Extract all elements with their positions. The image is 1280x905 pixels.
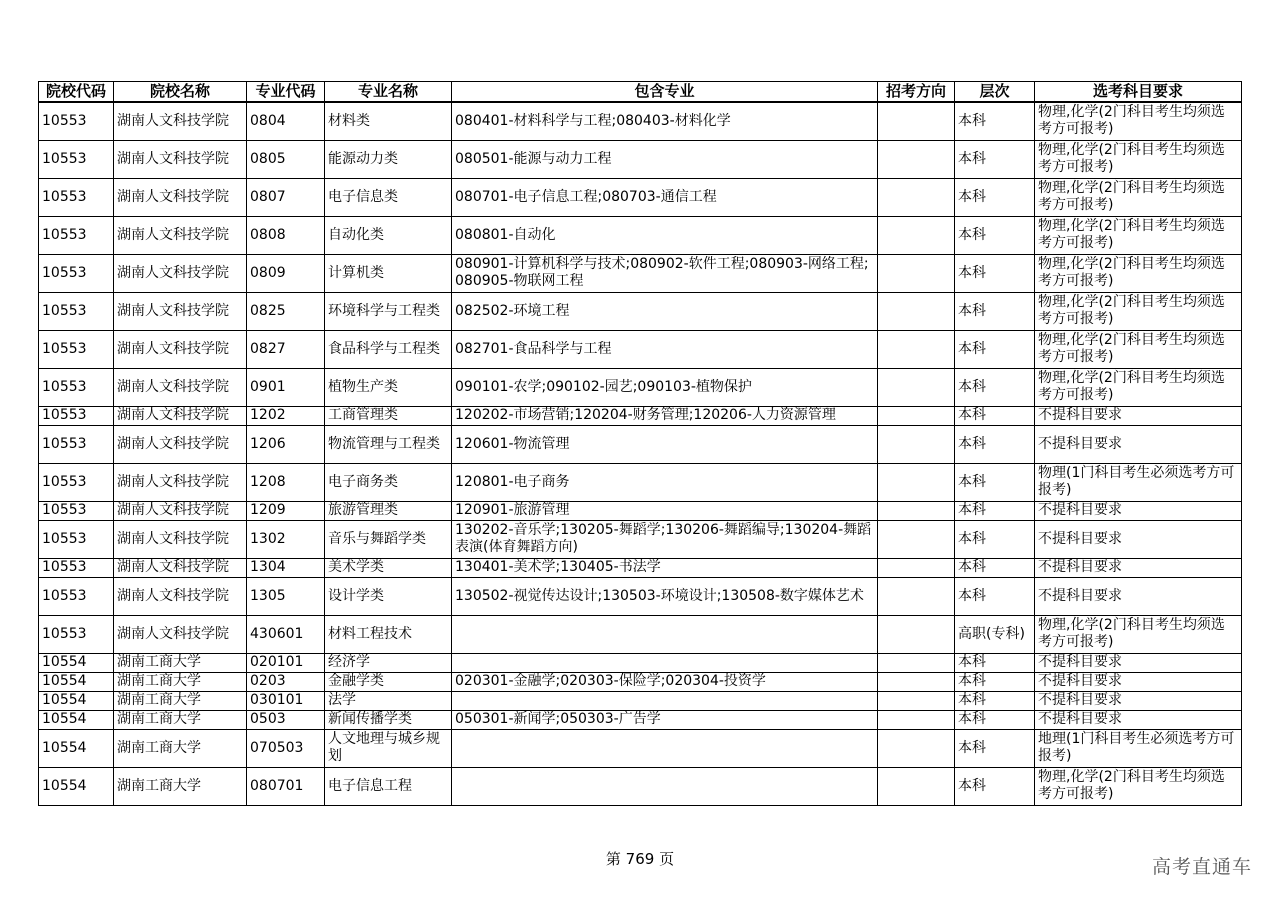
level-cell: 本科 (955, 102, 1035, 140)
school-name-cell: 湖南人文科技学院 (114, 425, 247, 463)
major-code-cell: 1304 (247, 558, 325, 577)
header-school-name: 院校名称 (114, 82, 247, 103)
included-majors-cell: 120202-市场营销;120204-财务管理;120206-人力资源管理 (452, 406, 878, 425)
level-cell: 本科 (955, 216, 1035, 254)
school-code-cell: 10553 (39, 216, 114, 254)
direction-cell (878, 292, 955, 330)
major-name-cell: 美术学类 (325, 558, 452, 577)
level-cell: 本科 (955, 425, 1035, 463)
major-name-cell: 自动化类 (325, 216, 452, 254)
table-header (39, 82, 1242, 103)
included-majors-cell: 050301-新闻学;050303-广告学 (452, 710, 878, 729)
table-row (39, 254, 1242, 292)
direction-cell (878, 653, 955, 672)
level-cell: 本科 (955, 254, 1035, 292)
subject-requirement-cell: 不提科目要求 (1035, 672, 1242, 691)
major-code-cell: 030101 (247, 691, 325, 710)
table-row (39, 292, 1242, 330)
table-row (39, 729, 1242, 767)
direction-cell (878, 140, 955, 178)
subject-requirement-cell: 不提科目要求 (1035, 577, 1242, 615)
major-name-cell: 食品科学与工程类 (325, 330, 452, 368)
school-name-cell: 湖南工商大学 (114, 691, 247, 710)
subject-requirement-cell: 物理,化学(2门科目考生均须选考方可报考) (1035, 368, 1242, 406)
page-number: 第 769 页 (605, 850, 675, 868)
major-code-cell: 430601 (247, 615, 325, 653)
included-majors-cell: 082502-环境工程 (452, 292, 878, 330)
level-cell: 本科 (955, 140, 1035, 178)
direction-cell (878, 710, 955, 729)
school-name-cell: 湖南人文科技学院 (114, 520, 247, 558)
subject-requirement-cell: 物理,化学(2门科目考生均须选考方可报考) (1035, 140, 1242, 178)
school-name-cell: 湖南工商大学 (114, 767, 247, 805)
level-cell: 本科 (955, 577, 1035, 615)
school-name-cell: 湖南人文科技学院 (114, 368, 247, 406)
level-cell: 本科 (955, 292, 1035, 330)
major-name-cell: 物流管理与工程类 (325, 425, 452, 463)
direction-cell (878, 558, 955, 577)
major-code-cell: 0807 (247, 178, 325, 216)
header-major-name: 专业名称 (325, 82, 452, 103)
major-code-cell: 0503 (247, 710, 325, 729)
school-name-cell: 湖南工商大学 (114, 710, 247, 729)
major-name-cell: 电子信息工程 (325, 767, 452, 805)
level-cell: 本科 (955, 729, 1035, 767)
direction-cell (878, 577, 955, 615)
level-cell: 本科 (955, 520, 1035, 558)
table-row (39, 102, 1242, 140)
header-direction: 招考方向 (878, 82, 955, 103)
school-code-cell: 10554 (39, 767, 114, 805)
table-row (39, 425, 1242, 463)
level-cell: 本科 (955, 406, 1035, 425)
level-cell: 本科 (955, 501, 1035, 520)
level-cell: 本科 (955, 767, 1035, 805)
level-cell: 本科 (955, 710, 1035, 729)
major-code-cell: 1209 (247, 501, 325, 520)
included-majors-cell (452, 691, 878, 710)
included-majors-cell: 080801-自动化 (452, 216, 878, 254)
major-code-cell: 070503 (247, 729, 325, 767)
major-name-cell: 环境科学与工程类 (325, 292, 452, 330)
direction-cell (878, 102, 955, 140)
major-code-cell: 0805 (247, 140, 325, 178)
subject-requirement-cell: 物理,化学(2门科目考生均须选考方可报考) (1035, 615, 1242, 653)
level-cell: 本科 (955, 368, 1035, 406)
major-name-cell: 电子商务类 (325, 463, 452, 501)
school-code-cell: 10553 (39, 254, 114, 292)
school-code-cell: 10553 (39, 368, 114, 406)
major-name-cell: 工商管理类 (325, 406, 452, 425)
included-majors-cell: 120601-物流管理 (452, 425, 878, 463)
major-name-cell: 设计学类 (325, 577, 452, 615)
table-row (39, 178, 1242, 216)
major-name-cell: 电子信息类 (325, 178, 452, 216)
school-code-cell: 10554 (39, 672, 114, 691)
major-code-cell: 0901 (247, 368, 325, 406)
major-code-cell: 1202 (247, 406, 325, 425)
table-body (39, 102, 1242, 805)
school-code-cell: 10553 (39, 558, 114, 577)
school-name-cell: 湖南人文科技学院 (114, 615, 247, 653)
admission-table (38, 81, 1242, 806)
direction-cell (878, 520, 955, 558)
table-row (39, 653, 1242, 672)
table-row (39, 672, 1242, 691)
direction-cell (878, 216, 955, 254)
table-row (39, 463, 1242, 501)
school-code-cell: 10553 (39, 406, 114, 425)
direction-cell (878, 767, 955, 805)
major-code-cell: 0804 (247, 102, 325, 140)
school-code-cell: 10553 (39, 615, 114, 653)
included-majors-cell (452, 653, 878, 672)
included-majors-cell: 082701-食品科学与工程 (452, 330, 878, 368)
school-name-cell: 湖南工商大学 (114, 729, 247, 767)
school-name-cell: 湖南人文科技学院 (114, 463, 247, 501)
subject-requirement-cell: 物理,化学(2门科目考生均须选考方可报考) (1035, 330, 1242, 368)
header-major-code: 专业代码 (247, 82, 325, 103)
included-majors-cell (452, 729, 878, 767)
included-majors-cell: 130502-视觉传达设计;130503-环境设计;130508-数字媒体艺术 (452, 577, 878, 615)
included-majors-cell: 080501-能源与动力工程 (452, 140, 878, 178)
direction-cell (878, 425, 955, 463)
table-row (39, 406, 1242, 425)
subject-requirement-cell: 不提科目要求 (1035, 501, 1242, 520)
included-majors-cell: 120901-旅游管理 (452, 501, 878, 520)
school-code-cell: 10554 (39, 729, 114, 767)
school-code-cell: 10553 (39, 425, 114, 463)
subject-requirement-cell: 地理(1门科目考生必须选考方可报考) (1035, 729, 1242, 767)
school-code-cell: 10553 (39, 520, 114, 558)
level-cell: 本科 (955, 558, 1035, 577)
table-row (39, 710, 1242, 729)
major-name-cell: 计算机类 (325, 254, 452, 292)
included-majors-cell: 130401-美术学;130405-书法学 (452, 558, 878, 577)
subject-requirement-cell: 物理,化学(2门科目考生均须选考方可报考) (1035, 216, 1242, 254)
school-name-cell: 湖南人文科技学院 (114, 501, 247, 520)
school-code-cell: 10553 (39, 102, 114, 140)
direction-cell (878, 254, 955, 292)
school-code-cell: 10553 (39, 577, 114, 615)
subject-requirement-cell: 不提科目要求 (1035, 710, 1242, 729)
major-code-cell: 1305 (247, 577, 325, 615)
direction-cell (878, 330, 955, 368)
school-name-cell: 湖南人文科技学院 (114, 577, 247, 615)
school-name-cell: 湖南工商大学 (114, 653, 247, 672)
subject-requirement-cell: 不提科目要求 (1035, 558, 1242, 577)
subject-requirement-cell: 物理(1门科目考生必须选考方可报考) (1035, 463, 1242, 501)
subject-requirement-cell: 不提科目要求 (1035, 520, 1242, 558)
school-code-cell: 10554 (39, 691, 114, 710)
subject-requirement-cell: 物理,化学(2门科目考生均须选考方可报考) (1035, 254, 1242, 292)
major-code-cell: 0827 (247, 330, 325, 368)
included-majors-cell (452, 767, 878, 805)
included-majors-cell (452, 615, 878, 653)
header-school-code: 院校代码 (39, 82, 114, 103)
table-row (39, 330, 1242, 368)
included-majors-cell: 020301-金融学;020303-保险学;020304-投资学 (452, 672, 878, 691)
header-subject-requirement: 选考科目要求 (1035, 82, 1242, 103)
direction-cell (878, 672, 955, 691)
subject-requirement-cell: 物理,化学(2门科目考生均须选考方可报考) (1035, 292, 1242, 330)
subject-requirement-cell: 物理,化学(2门科目考生均须选考方可报考) (1035, 102, 1242, 140)
direction-cell (878, 501, 955, 520)
table-row (39, 216, 1242, 254)
major-code-cell: 1302 (247, 520, 325, 558)
table-row (39, 520, 1242, 558)
table-row (39, 691, 1242, 710)
school-code-cell: 10553 (39, 140, 114, 178)
subject-requirement-cell: 物理,化学(2门科目考生均须选考方可报考) (1035, 767, 1242, 805)
major-code-cell: 0808 (247, 216, 325, 254)
school-name-cell: 湖南人文科技学院 (114, 254, 247, 292)
table-row (39, 767, 1242, 805)
level-cell: 本科 (955, 463, 1035, 501)
included-majors-cell: 130202-音乐学;130205-舞蹈学;130206-舞蹈编导;130204-舞蹈表演(体育舞蹈方向) (452, 520, 878, 558)
subject-requirement-cell: 不提科目要求 (1035, 691, 1242, 710)
table-row (39, 140, 1242, 178)
direction-cell (878, 691, 955, 710)
school-name-cell: 湖南人文科技学院 (114, 178, 247, 216)
header-included-majors: 包含专业 (452, 82, 878, 103)
direction-cell (878, 406, 955, 425)
included-majors-cell: 120801-电子商务 (452, 463, 878, 501)
school-name-cell: 湖南人文科技学院 (114, 292, 247, 330)
major-name-cell: 金融学类 (325, 672, 452, 691)
major-name-cell: 材料工程技术 (325, 615, 452, 653)
school-name-cell: 湖南人文科技学院 (114, 102, 247, 140)
direction-cell (878, 463, 955, 501)
major-name-cell: 新闻传播学类 (325, 710, 452, 729)
school-code-cell: 10554 (39, 653, 114, 672)
school-name-cell: 湖南工商大学 (114, 672, 247, 691)
school-name-cell: 湖南人文科技学院 (114, 330, 247, 368)
school-code-cell: 10553 (39, 292, 114, 330)
watermark-logo: 高考直通车 (1151, 856, 1252, 878)
direction-cell (878, 368, 955, 406)
table-row (39, 615, 1242, 653)
major-name-cell: 旅游管理类 (325, 501, 452, 520)
level-cell: 本科 (955, 653, 1035, 672)
table-row (39, 368, 1242, 406)
included-majors-cell: 080901-计算机科学与技术;080902-软件工程;080903-网络工程;080905-物联网工程 (452, 254, 878, 292)
school-name-cell: 湖南人文科技学院 (114, 140, 247, 178)
header-row (39, 82, 1242, 103)
school-code-cell: 10553 (39, 178, 114, 216)
school-code-cell: 10553 (39, 330, 114, 368)
table-row (39, 501, 1242, 520)
major-code-cell: 020101 (247, 653, 325, 672)
major-code-cell: 0809 (247, 254, 325, 292)
table-row (39, 577, 1242, 615)
level-cell: 高职(专科) (955, 615, 1035, 653)
subject-requirement-cell: 不提科目要求 (1035, 406, 1242, 425)
included-majors-cell: 090101-农学;090102-园艺;090103-植物保护 (452, 368, 878, 406)
major-name-cell: 材料类 (325, 102, 452, 140)
level-cell: 本科 (955, 330, 1035, 368)
subject-requirement-cell: 不提科目要求 (1035, 425, 1242, 463)
school-code-cell: 10553 (39, 501, 114, 520)
major-code-cell: 1208 (247, 463, 325, 501)
major-name-cell: 经济学 (325, 653, 452, 672)
level-cell: 本科 (955, 691, 1035, 710)
direction-cell (878, 615, 955, 653)
subject-requirement-cell: 物理,化学(2门科目考生均须选考方可报考) (1035, 178, 1242, 216)
subject-requirement-cell: 不提科目要求 (1035, 653, 1242, 672)
major-name-cell: 法学 (325, 691, 452, 710)
major-name-cell: 音乐与舞蹈学类 (325, 520, 452, 558)
school-name-cell: 湖南人文科技学院 (114, 406, 247, 425)
table-row (39, 558, 1242, 577)
school-code-cell: 10553 (39, 463, 114, 501)
major-code-cell: 0825 (247, 292, 325, 330)
included-majors-cell: 080701-电子信息工程;080703-通信工程 (452, 178, 878, 216)
level-cell: 本科 (955, 178, 1035, 216)
included-majors-cell: 080401-材料科学与工程;080403-材料化学 (452, 102, 878, 140)
major-code-cell: 080701 (247, 767, 325, 805)
major-code-cell: 0203 (247, 672, 325, 691)
major-name-cell: 植物生产类 (325, 368, 452, 406)
major-name-cell: 人文地理与城乡规划 (325, 729, 452, 767)
major-name-cell: 能源动力类 (325, 140, 452, 178)
school-name-cell: 湖南人文科技学院 (114, 558, 247, 577)
major-code-cell: 1206 (247, 425, 325, 463)
level-cell: 本科 (955, 672, 1035, 691)
direction-cell (878, 178, 955, 216)
school-name-cell: 湖南人文科技学院 (114, 216, 247, 254)
header-level: 层次 (955, 82, 1035, 103)
school-code-cell: 10554 (39, 710, 114, 729)
direction-cell (878, 729, 955, 767)
